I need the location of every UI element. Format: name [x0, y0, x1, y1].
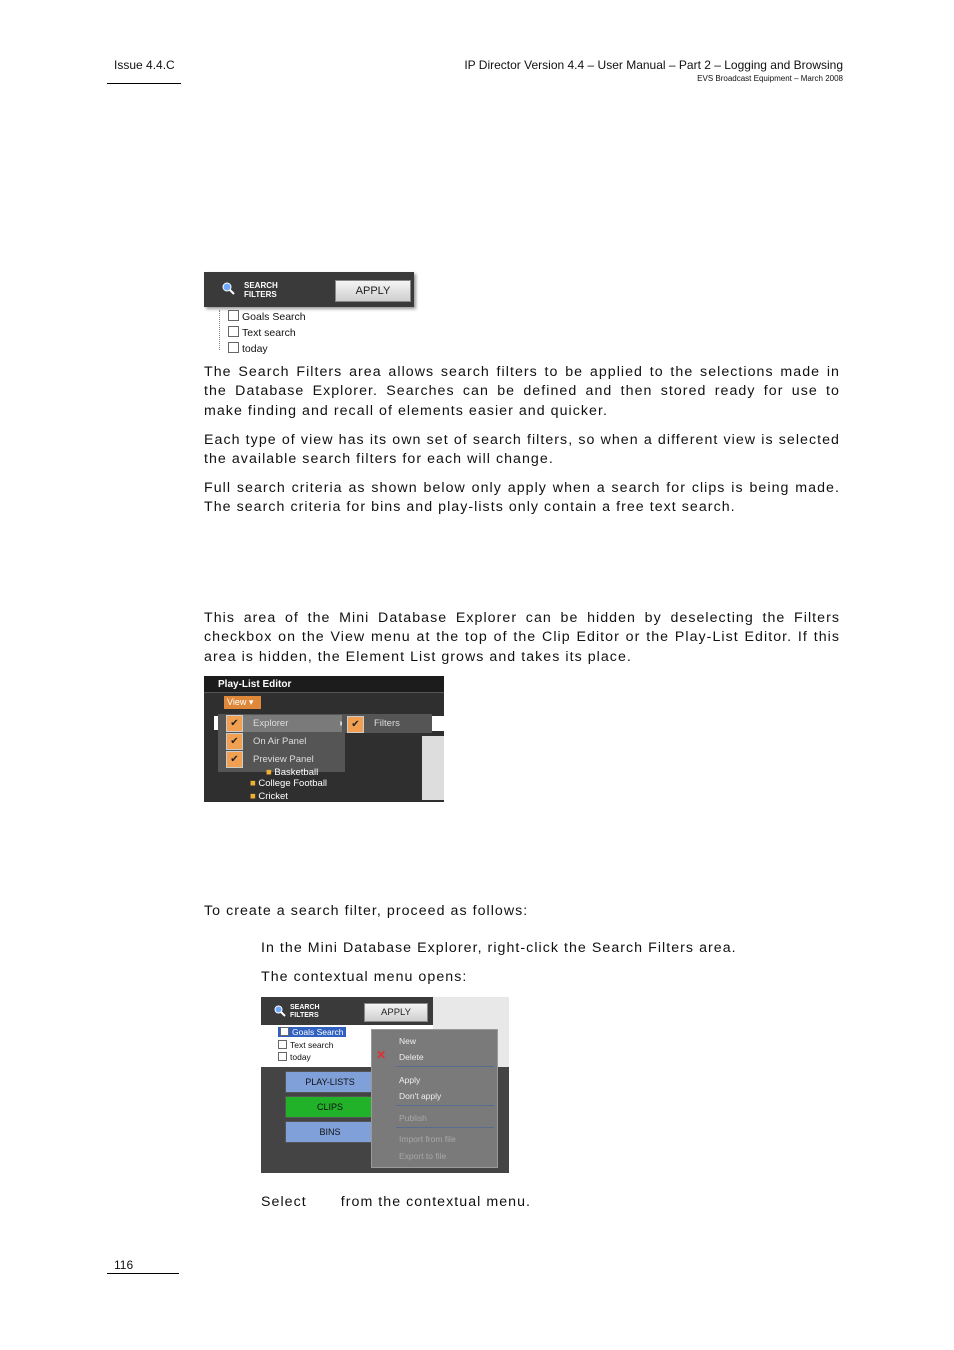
issue-label: Issue 4.4.C [114, 58, 175, 72]
filter-item-selected[interactable]: Goals Search [278, 1027, 346, 1037]
tab-bins[interactable]: BINS [285, 1121, 375, 1143]
menu-item-export: Export to file [399, 1151, 447, 1161]
step-right-click: In the Mini Database Explorer, right-click the Search Filters area. [261, 940, 737, 956]
document-title: IP Director Version 4.4 – User Manual – Part 2 – Logging and Browsing [464, 58, 843, 72]
menu-item-apply[interactable]: Apply [399, 1075, 421, 1085]
search-filters-title: SEARCH FILTERS [290, 1004, 320, 1019]
menu-item-filters[interactable]: Filters [374, 718, 400, 729]
context-menu-screenshot [261, 997, 509, 1173]
search-icon [274, 1005, 286, 1017]
filter-item[interactable]: today [228, 342, 268, 355]
filter-item[interactable]: today [278, 1052, 311, 1062]
menu-item-preview-panel[interactable]: Preview Panel [253, 754, 314, 765]
menu-item-delete[interactable]: Delete [399, 1052, 424, 1062]
apply-button[interactable]: APPLY [335, 280, 411, 302]
tab-play-lists[interactable]: PLAY-LISTS [285, 1071, 375, 1093]
menu-item-import: Import from file [399, 1134, 456, 1144]
context-menu [371, 1029, 498, 1168]
view-menu-screenshot [204, 676, 444, 802]
filter-item[interactable]: Text search [278, 1040, 333, 1050]
paragraph-criteria: Full search criteria as shown below only apply when a search for clips is being made. The search criteria for bins and play-lists only contain a free text search. [204, 480, 840, 516]
footer-rule [107, 1273, 179, 1274]
delete-icon: ✕ [376, 1048, 387, 1062]
step-select: Select from the contextual menu. [261, 1194, 532, 1210]
checkbox[interactable] [228, 310, 239, 321]
tree-item[interactable]: ■ Basketball [266, 767, 319, 778]
header-rule [107, 83, 181, 84]
tab-clips[interactable]: CLIPS [285, 1096, 375, 1118]
menu-item-new[interactable]: New [399, 1036, 417, 1046]
tree-item[interactable]: ■ College Football [250, 778, 328, 789]
playlist-editor-title: Play-List Editor [204, 676, 444, 693]
filter-item[interactable]: Goals Search [228, 310, 306, 323]
search-icon [222, 282, 236, 296]
checkbox[interactable] [228, 326, 239, 337]
check-icon[interactable]: ✔ [226, 715, 243, 732]
checkbox[interactable] [228, 342, 239, 353]
menu-item-explorer[interactable]: Explorer [253, 718, 289, 729]
menu-item-publish: Publish [399, 1113, 427, 1123]
paragraph-intro: The Search Filters area allows search filters to be applied to the selections made in the Database Explorer. Searches can be defined and then stored ready for use to make finding and recall of elements easier and quicker. [204, 364, 840, 419]
check-icon[interactable]: ✔ [226, 733, 243, 750]
check-icon[interactable]: ✔ [347, 716, 364, 733]
menu-item-on-air-panel[interactable]: On Air Panel [253, 736, 307, 747]
step-menu-opens: The contextual menu opens: [261, 969, 468, 985]
search-filters-screenshot [204, 272, 416, 358]
filter-item[interactable]: Text search [228, 326, 296, 339]
view-menu-button[interactable]: View ▾ [224, 696, 261, 709]
document-subtitle: EVS Broadcast Equipment – March 2008 [697, 74, 843, 83]
search-filters-bar [204, 272, 414, 307]
paragraph-views: Each type of view has its own set of search filters, so when a different view is selected the available search filters for each will change. [204, 432, 840, 468]
menu-item-dont-apply[interactable]: Don't apply [399, 1091, 442, 1101]
search-filters-title: SEARCH FILTERS [244, 281, 278, 299]
paragraph-create: To create a search filter, proceed as follows: [204, 903, 529, 919]
apply-button[interactable]: APPLY [364, 1003, 428, 1022]
paragraph-hidden: This area of the Mini Database Explorer can be hidden by deselecting the Filters checkbox on the View menu at the top of the Clip Editor or the Play-List Editor. If this area is hidden, the Element List grows and takes its place. [204, 610, 840, 665]
tree-item[interactable]: ■ Cricket [250, 791, 288, 802]
page-number: 116 [114, 1258, 134, 1272]
check-icon[interactable]: ✔ [226, 751, 243, 768]
